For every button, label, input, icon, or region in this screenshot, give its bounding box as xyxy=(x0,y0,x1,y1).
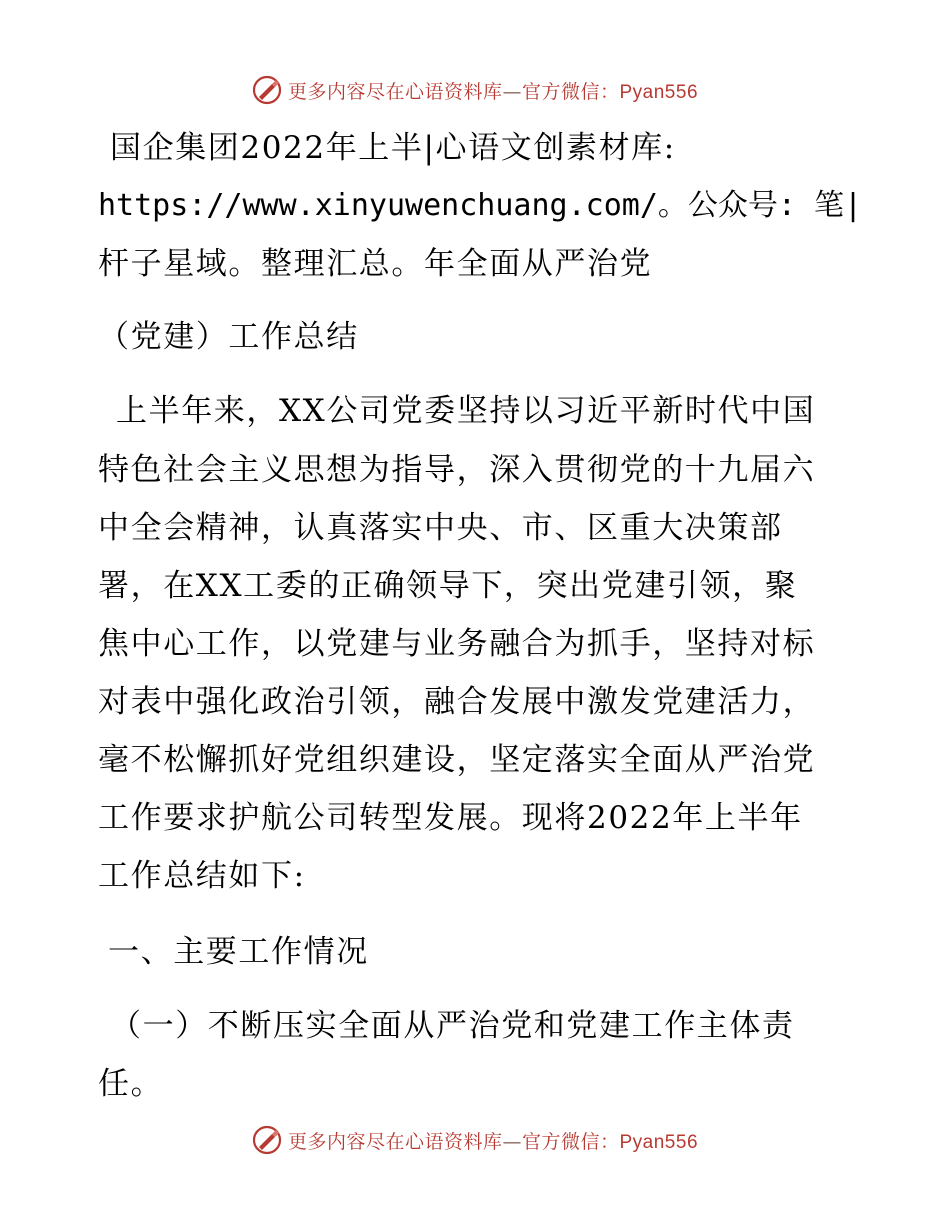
top-watermark-banner xyxy=(0,70,950,110)
watermark-separator: — xyxy=(502,1130,522,1153)
watermark-handle: Pyan556 xyxy=(619,1131,699,1153)
section-heading: 一、主要工作情况 xyxy=(108,934,369,970)
intro-line-6: 对表中强化政治引领，融合发展中激发党建活力， xyxy=(98,684,816,720)
intro-line-3: 中全会精神，认真落实中央、市、区重大决策部 xyxy=(98,510,783,546)
intro-line-2: 特色社会主义思想为指导，深入贯彻党的十九届六 xyxy=(98,452,816,488)
watermark-handle: Pyan556 xyxy=(619,81,699,103)
watermark-official: 官方微信： xyxy=(521,80,620,103)
intro-line-9: 工作总结如下: xyxy=(98,858,306,894)
watermark-separator: — xyxy=(502,80,522,103)
bottom-watermark-banner xyxy=(0,1120,950,1160)
intro-line-4: 署，在XX工委的正确领导下，突出党建引领，聚 xyxy=(98,568,798,604)
watermark-text xyxy=(288,1127,698,1154)
watermark-brand: 更多内容尽在心语资料库 xyxy=(287,1130,503,1153)
subsection-line-2: 任。 xyxy=(98,1066,164,1102)
watermark-official: 官方微信： xyxy=(521,1130,620,1153)
intro-line-1: 上半年来，XX公司党委坚持以习近平新时代中国 xyxy=(116,393,816,429)
intro-line-7: 毫不松懈抓好党组织建设，坚定落实全面从严治党 xyxy=(98,742,816,778)
intro-line-5: 焦中心工作，以党建与业务融合为抓手，坚持对标 xyxy=(98,626,816,662)
title-line-2: https://www.xinyuwenchuang.com/。公众号: 笔| xyxy=(98,188,863,223)
title-line-3: 杆子星域。整理汇总。年全面从严治党 xyxy=(98,246,653,282)
watermark-text xyxy=(288,77,698,104)
pen-logo-icon xyxy=(252,75,282,105)
intro-line-8: 工作要求护航公司转型发展。现将2022年上半年 xyxy=(98,800,803,836)
pen-logo-icon xyxy=(252,1125,282,1155)
watermark-brand: 更多内容尽在心语资料库 xyxy=(287,80,503,103)
title-line-1: 国企集团2022年上半|心语文创素材库: xyxy=(110,130,676,166)
title-line-4: （党建）工作总结 xyxy=(98,319,359,355)
subsection-line-1: （一）不断压实全面从严治党和党建工作主体责 xyxy=(110,1008,795,1044)
